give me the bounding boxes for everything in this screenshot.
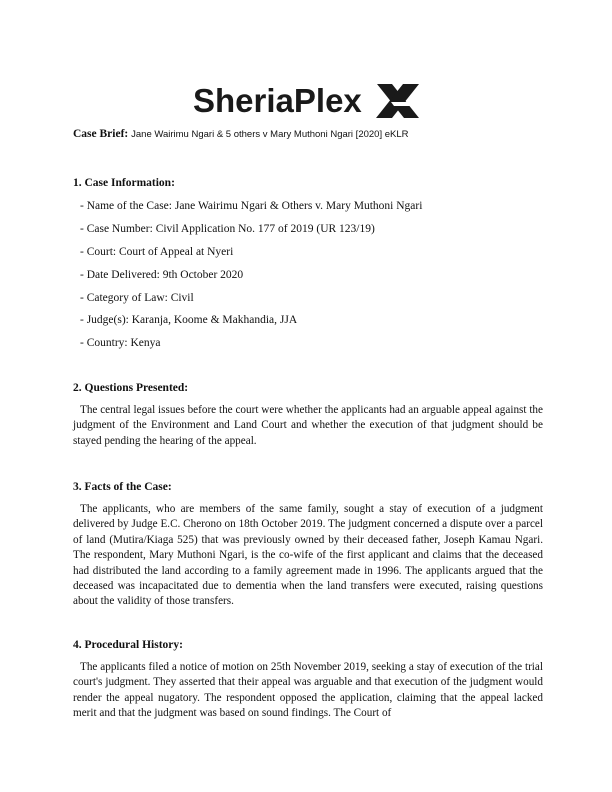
logo-graphic — [191, 78, 421, 122]
case-information-section — [73, 176, 543, 359]
facts-paragraph: The applicants, who are members of the same family, sought a stay of execution of a judgment delivered by Judge E.C. Cherono on 18th October 2019. The judgment concerned a dispute over a parcel of land (Mutira/Kiaga 525) that was previously owned by their deceased father, Joseph Kamau Ngari. The respondent, Mary Muthoni Ngari, is the co-wife of the first applicant and claims that the deceased had distributed the land according to a family agreement made in 1996. The applicants argued that the deceased was incapacitated due to dementia when the land transfers were executed, raising questions about the validity of those transfers. — [73, 503, 543, 608]
list-item: - Name of the Case: Jane Wairimu Ngari & Others v. Mary Muthoni Ngari — [80, 200, 423, 212]
procedural-history-heading: 4. Procedural History: — [73, 639, 183, 651]
questions-presented-heading: 2. Questions Presented: — [73, 382, 189, 394]
case-brief-line — [73, 127, 573, 142]
facts-heading: 3. Facts of the Case: — [73, 481, 172, 493]
case-information-heading: 1. Case Information: — [73, 177, 175, 189]
list-item: - Judge(s): Karanja, Koome & Makhandia, JJA — [80, 314, 298, 327]
list-item: - Country: Kenya — [80, 337, 161, 350]
list-item: - Date Delivered: 9th October 2020 — [80, 268, 244, 281]
case-information-list — [73, 199, 543, 359]
case-brief-title: Jane Wairimu Ngari & 5 others v Mary Muthoni Ngari [2020] eKLR — [131, 129, 409, 140]
procedural-history-paragraph: The applicants filed a notice of motion on 25th November 2019, seeking a stay of execution of the trial court's judgment. They asserted that their appeal was arguable and that execution of the judgment would render the appeal nugatory. The respondent opposed the application, claiming that the appeal lacked merit and that the judgment was based on sound findings. The Court of — [73, 661, 543, 720]
questions-presented-section — [73, 381, 543, 449]
logo-x-mark — [376, 84, 421, 118]
list-item: - Court: Court of Appeal at Nyeri — [80, 245, 234, 258]
list-item: - Category of Law: Civil — [80, 291, 194, 304]
list-item: - Case Number: Civil Application No. 177 of 2019 (UR 123/19) — [80, 222, 375, 235]
questions-presented-paragraph: The central legal issues before the court were whether the applicants had an arguable appeal against the judgment of the Environment and Land Court and whether the execution of that judgment should be stayed pending the hearing of the appeal. — [73, 404, 543, 447]
procedural-history-section — [73, 638, 543, 722]
case-brief-label: Case Brief: — [73, 128, 129, 140]
facts-section — [73, 480, 543, 610]
sheriaplex-logo — [0, 75, 612, 125]
logo-wordmark: SheriaPlex — [193, 82, 362, 119]
